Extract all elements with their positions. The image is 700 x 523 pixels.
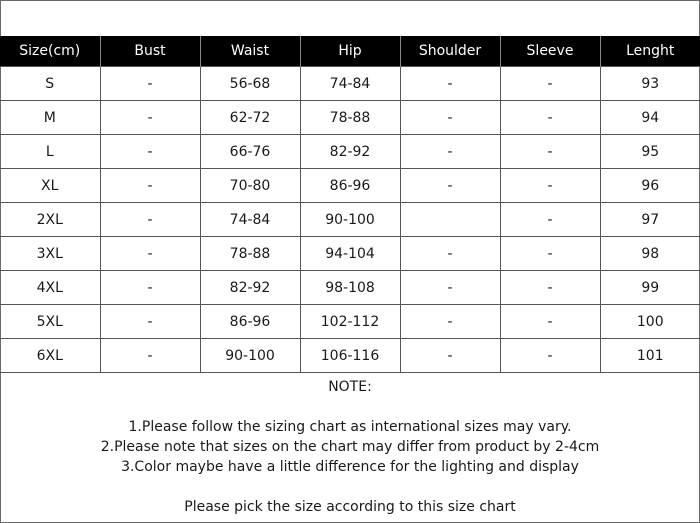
- cell-size: M: [0, 101, 100, 135]
- cell-waist: 90-100: [200, 339, 300, 373]
- cell-waist: 86-96: [200, 305, 300, 339]
- cell-size: S: [0, 67, 100, 101]
- cell-size: 5XL: [0, 305, 100, 339]
- header-row: [0, 36, 700, 67]
- cell-shoulder: [400, 203, 500, 237]
- header-hip: Hip: [300, 36, 400, 67]
- cell-bust: -: [100, 339, 200, 373]
- cell-sleeve: -: [500, 101, 600, 135]
- cell-length: 93: [600, 67, 700, 101]
- cell-length: 101: [600, 339, 700, 373]
- cell-bust: -: [100, 203, 200, 237]
- cell-shoulder: -: [400, 305, 500, 339]
- cell-shoulder: -: [400, 339, 500, 373]
- table-row: [0, 305, 700, 339]
- cell-size: 2XL: [0, 203, 100, 237]
- cell-sleeve: -: [500, 67, 600, 101]
- note-spacer: [0, 477, 700, 497]
- cell-sleeve: -: [500, 305, 600, 339]
- table-row: [0, 169, 700, 203]
- table-row: [0, 135, 700, 169]
- cell-bust: -: [100, 101, 200, 135]
- cell-hip: 106-116: [300, 339, 400, 373]
- cell-shoulder: -: [400, 67, 500, 101]
- cell-length: 96: [600, 169, 700, 203]
- cell-sleeve: -: [500, 169, 600, 203]
- size-chart-table: [0, 36, 700, 373]
- cell-bust: -: [100, 169, 200, 203]
- cell-waist: 78-88: [200, 237, 300, 271]
- cell-size: 6XL: [0, 339, 100, 373]
- cell-hip: 102-112: [300, 305, 400, 339]
- table-row: [0, 67, 700, 101]
- cell-sleeve: -: [500, 237, 600, 271]
- cell-hip: 82-92: [300, 135, 400, 169]
- cell-bust: -: [100, 237, 200, 271]
- table-row: [0, 339, 700, 373]
- cell-hip: 78-88: [300, 101, 400, 135]
- header-waist: Waist: [200, 36, 300, 67]
- cell-shoulder: -: [400, 271, 500, 305]
- table-row: [0, 203, 700, 237]
- cell-sleeve: -: [500, 135, 600, 169]
- cell-size: 4XL: [0, 271, 100, 305]
- cell-bust: -: [100, 271, 200, 305]
- cell-hip: 90-100: [300, 203, 400, 237]
- cell-bust: -: [100, 67, 200, 101]
- cell-shoulder: -: [400, 135, 500, 169]
- note-line: 3.Color maybe have a little difference for the lighting and display: [121, 459, 579, 475]
- header-shoulder: Shoulder: [400, 36, 500, 67]
- cell-length: 94: [600, 101, 700, 135]
- notes-section: [0, 377, 700, 517]
- cell-sleeve: -: [500, 271, 600, 305]
- cell-hip: 74-84: [300, 67, 400, 101]
- cell-waist: 74-84: [200, 203, 300, 237]
- table-row: [0, 237, 700, 271]
- cell-size: L: [0, 135, 100, 169]
- note-line: 1.Please follow the sizing chart as international sizes may vary.: [128, 419, 572, 435]
- cell-bust: -: [100, 135, 200, 169]
- cell-length: 100: [600, 305, 700, 339]
- cell-hip: 86-96: [300, 169, 400, 203]
- note-spacer: [0, 397, 700, 417]
- cell-size: 3XL: [0, 237, 100, 271]
- cell-bust: -: [100, 305, 200, 339]
- cell-hip: 98-108: [300, 271, 400, 305]
- cell-length: 95: [600, 135, 700, 169]
- cell-length: 98: [600, 237, 700, 271]
- cell-waist: 82-92: [200, 271, 300, 305]
- cell-hip: 94-104: [300, 237, 400, 271]
- cell-length: 97: [600, 203, 700, 237]
- header-length: Lenght: [600, 36, 700, 67]
- cell-waist: 66-76: [200, 135, 300, 169]
- note-line: 2.Please note that sizes on the chart may differ from product by 2-4cm: [100, 439, 600, 455]
- cell-length: 99: [600, 271, 700, 305]
- table-row: [0, 101, 700, 135]
- header-size: Size(cm): [0, 36, 100, 67]
- cell-shoulder: -: [400, 237, 500, 271]
- closing-note: Please pick the size according to this size chart: [184, 499, 516, 515]
- cell-waist: 70-80: [200, 169, 300, 203]
- cell-shoulder: -: [400, 169, 500, 203]
- header-sleeve: Sleeve: [500, 36, 600, 67]
- cell-size: XL: [0, 169, 100, 203]
- table-row: [0, 271, 700, 305]
- cell-sleeve: -: [500, 339, 600, 373]
- cell-waist: 62-72: [200, 101, 300, 135]
- note-title: NOTE:: [328, 379, 372, 395]
- cell-waist: 56-68: [200, 67, 300, 101]
- cell-sleeve: -: [500, 203, 600, 237]
- header-bust: Bust: [100, 36, 200, 67]
- cell-shoulder: -: [400, 101, 500, 135]
